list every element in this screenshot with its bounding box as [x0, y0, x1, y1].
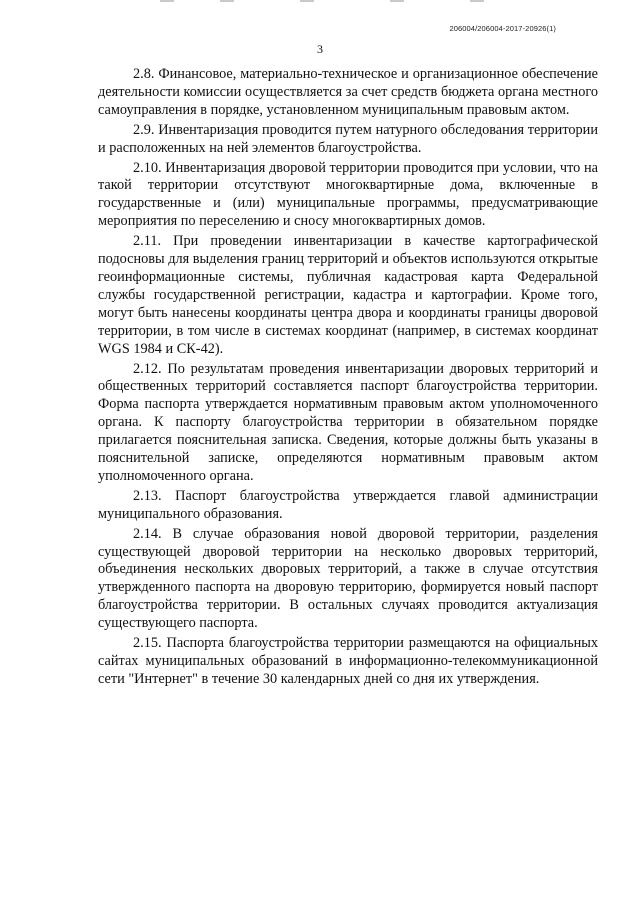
paragraph-2-13: 2.13. Паспорт благоустройства утверждается главой администрации муниципального образования.: [98, 487, 598, 522]
page-number: 3: [317, 42, 323, 56]
scan-edge-marks: [160, 0, 490, 4]
paragraph-2-15: 2.15. Паспорта благоустройства территории размещаются на официальных сайтах муниципальных образований в информационно-телекоммуникационной сети "Интернет" в течение 30 календарных дней со дня их утверждения.: [98, 635, 598, 687]
paragraph-2-8: 2.8. Финансовое, материально-техническое и организационное обеспечение деятельности комиссии осуществляется за счет средств бюджета органа местного самоуправления в порядке, установленном муниципальным правовым актом.: [98, 66, 598, 118]
document-id: 206004/206004-2017-20926(1): [449, 24, 556, 33]
document-body: [98, 66, 598, 691]
paragraph-2-14: 2.14. В случае образования новой дворовой территории, разделения существующей дворовой территории на несколько дворовых территорий, объединения нескольких дворовых территорий, а также в случае отсутствия утвержденного паспорта на дворовую территорию, формируется новый паспорт благоустройства территории. В остальных случаях проводится актуализация существующего паспорта.: [98, 525, 598, 632]
paragraph-2-10: 2.10. Инвентаризация дворовой территории проводится при условии, что на такой территории отсутствуют многоквартирные дома, включенные в государственные и (или) муниципальные программы, предусматривающие мероприятия по переселению и сносу многоквартирных домов.: [98, 159, 598, 230]
paragraph-2-11: 2.11. При проведении инвентаризации в качестве картографической подосновы для выделения границ территорий и объектов используются открытые геоинформационные системы, публичная кадастровая карта Федеральной службы государственной регистрации, кадастра и картографии. Кроме того, могут быть нанесены координаты центра двора и координаты границы дворовой территории, в том числе в системах координат (например, в системах координат WGS 1984 и СК-42).: [98, 233, 598, 357]
paragraph-2-9: 2.9. Инвентаризация проводится путем натурного обследования территории и расположенных на ней элементов благоустройства.: [98, 121, 598, 156]
paragraph-2-12: 2.12. По результатам проведения инвентаризации дворовых территорий и общественных территорий составляется паспорт благоустройства территории. Форма паспорта утверждается нормативным правовым актом уполномоченного органа. К паспорту благоустройства территории в обязательном порядке прилагается пояснительная записка. Сведения, которые должны быть указаны в пояснительной записке, определяются нормативным правовым актом уполномоченного органа.: [98, 360, 598, 484]
